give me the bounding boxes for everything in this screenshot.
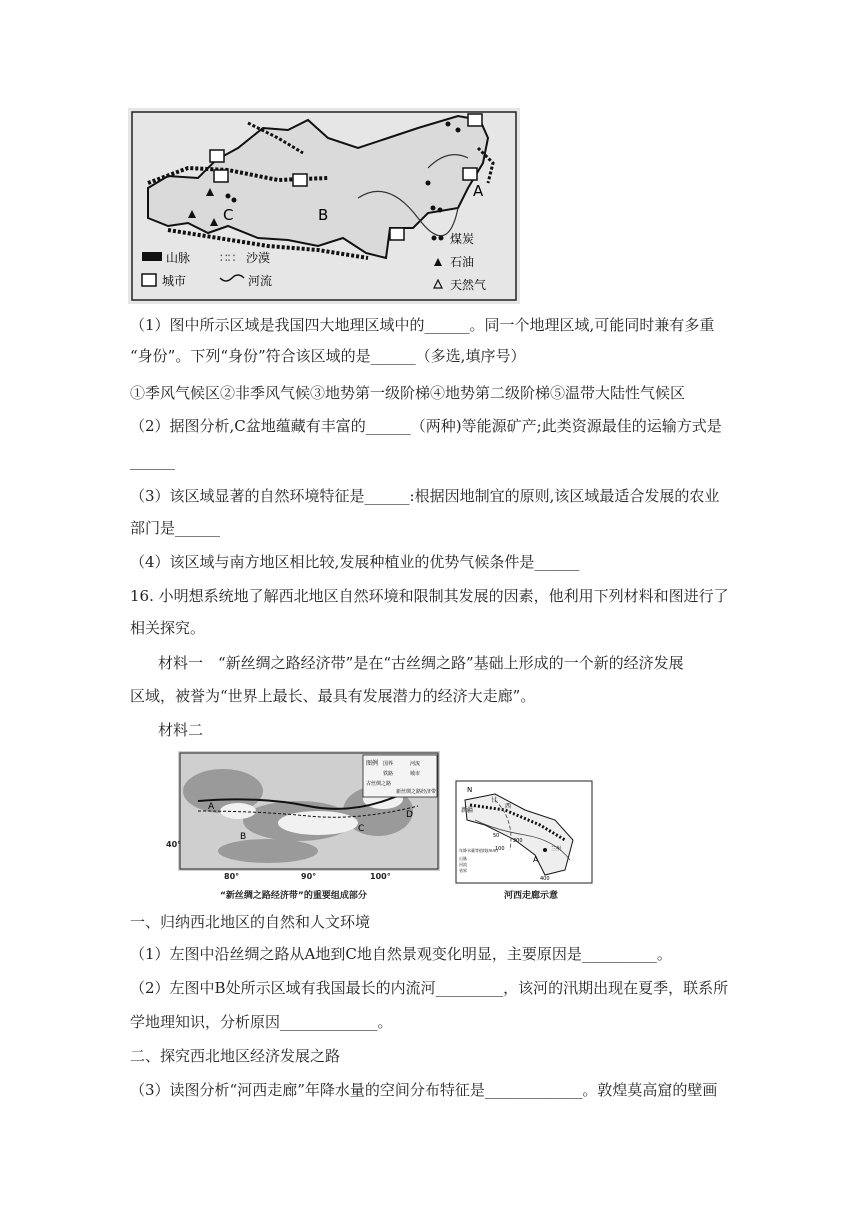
q15-part3-line1: （3）该区域显著的自然环境特征是______:根据因地制宜的原则,该区域最适合发展的农业 <box>130 487 720 505</box>
right-legend-mountain: 山脉 <box>459 856 467 861</box>
left-legend-border: 国界 <box>383 761 394 767</box>
left-legend-railway: 铁路 <box>383 771 394 777</box>
legend-river: 河流 <box>248 274 273 288</box>
label-b: B <box>318 206 329 224</box>
left-legend-city: 城市 <box>410 771 421 777</box>
q16-question1: （1）左图中沿丝绸之路从A地到C地自然景观变化明显，主要原因是__________。 <box>130 945 672 963</box>
left-map-letter-c: C <box>358 824 365 834</box>
left-map-lon-100: 100° <box>370 872 391 881</box>
right-legend-isohyet: 年降水量等值线(mm) <box>459 848 498 853</box>
q16-material2-label: 材料二 <box>158 721 204 739</box>
mountain-legend-icon <box>142 252 162 261</box>
label-a: A <box>473 182 484 200</box>
desert-legend-icon: ∷∷ <box>220 251 236 265</box>
q15-part2-line1: （2）据图分析,C盆地蕴藏有丰富的______（两种)等能源矿产;此类资源最佳的运输方式是 <box>130 417 722 435</box>
left-map-lon-80: 80° <box>224 872 240 881</box>
right-map-iso-400: 400 <box>540 876 550 882</box>
left-map-letter-b: B <box>240 832 247 842</box>
left-map-lon-90: 90° <box>301 872 317 881</box>
left-legend-river: 河流 <box>410 761 421 767</box>
q15-part1-line2: “身份”。下列“身份”符合该区域的是______（多选,填序号） <box>130 347 526 365</box>
q16-material1-line1: 材料一 “新丝绸之路经济带”是在“古丝绸之路”基础上形成的一个新的经济发展 <box>158 654 684 672</box>
city-legend-icon <box>142 274 156 286</box>
left-map-letter-d: D <box>406 810 413 820</box>
left-map-letter-a: A <box>208 802 215 812</box>
right-map-north: N <box>467 786 473 794</box>
left-map-caption: “新丝绸之路经济带”的重要组成部分 <box>220 891 367 901</box>
right-map-xinjiang: 新疆 <box>461 807 474 814</box>
legend-desert: 沙漠 <box>246 251 271 265</box>
right-map-iso-50: 50 <box>493 833 500 839</box>
q15-options: ①季风气候区②非季风气候③地势第一级阶梯④地势第二级阶梯⑤温带大陆性气候区 <box>130 384 686 402</box>
q15-part1-line1: （1）图中所示区域是我国四大地理区域中的______。同一个地理区域,可能同时兼有多重 <box>130 316 715 334</box>
q16-question2-line1: （2）左图中B处所示区域有我国最长的内流河_________，该河的汛期出现在夏季，联系所 <box>130 979 729 997</box>
right-map-lanzhou: 兰州 <box>551 846 562 852</box>
right-map-letter-a: A <box>533 855 539 864</box>
right-map-iso-200: 200 <box>513 838 523 844</box>
q16-intro-line2: 相关探究。 <box>130 619 206 637</box>
right-legend-river: 河流 <box>459 862 467 867</box>
right-map-caption: 河西走廊示意 <box>504 891 559 901</box>
q16-section2-heading: 二、探究西北地区经济发展之路 <box>130 1047 341 1065</box>
left-legend-ancient-silk-road: 古丝绸之路 <box>366 781 392 787</box>
right-map-xi: 西 <box>505 803 512 810</box>
right-map-iso-100: 100 <box>495 846 505 852</box>
q15-part4: （4）该区域与南方地区相比较,发展种植业的优势气候条件是______ <box>130 553 580 571</box>
q16-question2-line2: 学地理知识，分析原因_____________。 <box>130 1013 393 1031</box>
label-c: C <box>223 206 234 224</box>
coal-legend-icon <box>432 236 437 241</box>
q16-question3: （3）读图分析“河西走廊”年降水量的空间分布特征是_____________。敦煌莫高窟的壁画 <box>130 1081 718 1099</box>
legend-mountain: 山脉 <box>166 251 191 265</box>
left-legend-title: 图例 <box>366 760 379 767</box>
legend-gas: 天然气 <box>450 278 487 292</box>
legend-city: 城市 <box>162 274 187 288</box>
q16-section1-heading: 一、归纳西北地区的自然和人文环境 <box>130 913 371 931</box>
left-legend-new-silk-road-belt: 新丝绸之路经济带 <box>396 789 437 795</box>
q15-part2-line2: ______ <box>130 452 175 470</box>
right-legend-province-border: 省界 <box>459 868 467 873</box>
silk-road-map <box>178 751 440 871</box>
right-map-gan: 甘 <box>491 797 498 804</box>
hexi-corridor-map <box>455 780 593 884</box>
legend-coal: 煤炭 <box>450 232 475 246</box>
northwest-region-map <box>128 108 520 304</box>
left-map-lat: 40° <box>166 840 182 849</box>
q16-intro-line1: 16. 小明想系统地了解西北地区自然环境和限制其发展的因素，他利用下列材料和图进行了 <box>130 587 729 605</box>
legend-oil: 石油 <box>450 255 475 269</box>
q16-material1-line2: 区域，被誉为“世界上最长、最具有发展潜力的经济大走廊”。 <box>130 687 536 705</box>
q15-part3-line2: 部门是______ <box>130 519 221 537</box>
